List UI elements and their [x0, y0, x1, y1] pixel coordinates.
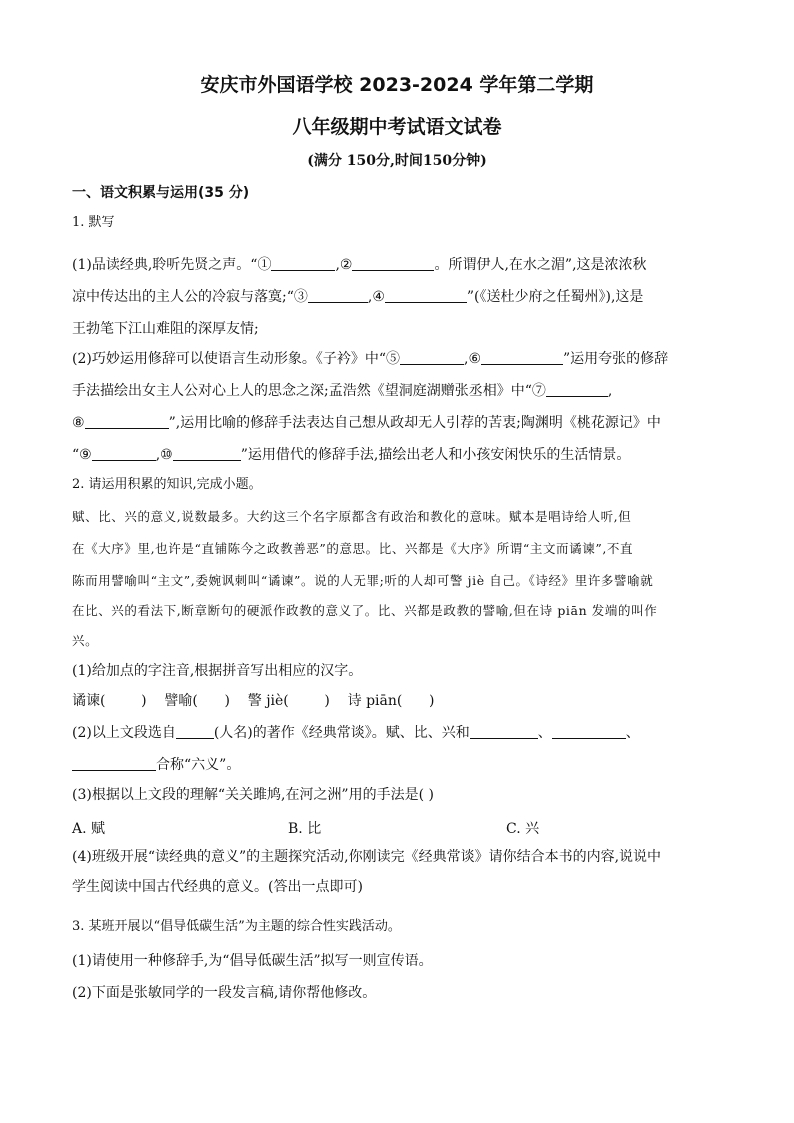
- q2-sub4-line1: (4)班级开展“读经典的意义”的主题探究活动,你刚读完《经典常谈》请你结合本书的内容,说说中: [72, 849, 662, 865]
- answer-blank-4[interactable]: [385, 288, 467, 303]
- answer-blank-1[interactable]: [271, 256, 335, 271]
- answer-blank-liuyi-3[interactable]: [72, 756, 156, 771]
- answer-blank-liuyi-1[interactable]: [470, 724, 538, 739]
- exam-title-line1: 安庆市外国语学校 2023-2024 学年第二学期: [200, 74, 594, 96]
- option-b[interactable]: B. 比: [288, 821, 322, 837]
- section1-heading: 一、语文积累与运用(35 分): [72, 185, 250, 201]
- q1-p2-line2: 手法描绘出女主人公对心上人的思念之深;孟浩然《望洞庭湖赠张丞相》中“⑦ ,: [72, 383, 613, 399]
- answer-blank-2[interactable]: [352, 256, 434, 271]
- q2-sub2-line2: 合称“六义”。: [72, 756, 732, 774]
- q2-passage-line2: 在《大序》里,也许是“直铺陈今之政教善恶”的意思。比、兴都是《大序》所谓“主文而谲谏”,不直: [72, 541, 634, 556]
- option-c[interactable]: C. 兴: [506, 821, 540, 837]
- q2-sub3: (3)根据以上文段的理解“关关雎鸠,在河之洲”用的手法是( ): [72, 787, 434, 803]
- answer-blank-8[interactable]: [85, 414, 169, 429]
- q1-p2-line1: (2)巧妙运用修辞可以使语言生动形象。《子衿》中“⑤ ,⑥ ”运用夸张的修辞: [72, 351, 669, 367]
- q2-label: 2. 请运用积累的知识,完成小题。: [72, 477, 262, 492]
- q1-p1-line3: 王勃笔下江山难阻的深厚友情;: [72, 321, 259, 337]
- q2-passage-line3: 陈而用譬喻叫“主文”,委婉讽刺叫“谲谏”。说的人无罪;听的人却可警 jiè 自己。《诗经》里许多譬喻就: [72, 573, 654, 588]
- score-time-note: (满分 150分,时间150分钟): [307, 153, 487, 169]
- q2-sub4-line2: 学生阅读中国古代经典的意义。(答出一点即可): [72, 879, 363, 895]
- q1-p2-line4: “⑨ ,⑩ ”运用借代的修辞手法,描绘出老人和小孩安闲快乐的生活情景。: [72, 447, 631, 463]
- q3-label: 3. 某班开展以“倡导低碳生活”为主题的综合性实践活动。: [72, 919, 401, 934]
- q2-sub1: (1)给加点的字注音,根据拼音写出相应的汉字。: [72, 663, 363, 679]
- q1-p2-line3: ⑧ ”,运用比喻的修辞手法表达自己想从政却无人引荐的苦衷;陶渊明《桃花源记》中: [72, 415, 661, 431]
- answer-blank-liuyi-2[interactable]: [552, 724, 626, 739]
- q3-sub1: (1)请使用一种修辞手,为“倡导低碳生活”拟写一则宣传语。: [72, 953, 433, 969]
- answer-blank-7[interactable]: [546, 382, 608, 397]
- answer-blank-10[interactable]: [173, 446, 241, 461]
- q2-passage-line4: 在比、兴的看法下,断章断句的硬派作政教的意义了。比、兴都是政教的譬喻,但在诗 piān 发端的叫作: [72, 603, 658, 618]
- q2-sub1-items: 谲谏( ) 譬喻( ) 警 jiè( ) 诗 piān( ): [72, 693, 435, 709]
- exam-title-line2: 八年级期中考试语文试卷: [292, 116, 502, 138]
- option-a[interactable]: A. 赋: [72, 821, 106, 837]
- q3-sub2: (2)下面是张敏同学的一段发言稿,请你帮他修改。: [72, 985, 377, 1001]
- q2-passage-line1: 赋、比、兴的意义,说数最多。大约这三个名字原都含有政治和教化的意味。赋本是唱诗给人听,但: [72, 509, 632, 524]
- answer-blank-5[interactable]: [400, 350, 464, 365]
- q1-label: 1. 默写: [72, 215, 115, 230]
- answer-blank-6[interactable]: [481, 350, 563, 365]
- q1-p1-line1: (1)品读经典,聆听先贤之声。“① ,② 。所谓伊人,在水之湄”,这是浓浓秋: [72, 257, 647, 273]
- answer-blank-9[interactable]: [92, 446, 156, 461]
- q2-sub2-line1: (2)以上文段选自 (人名)的著作《经典常谈》。赋、比、兴和 、 、: [72, 725, 640, 741]
- answer-blank-author[interactable]: [176, 724, 214, 739]
- answer-blank-3[interactable]: [308, 288, 368, 303]
- q1-p1-line2: 凉中传达出的主人公的冷寂与落寞;“③ ,④ ”(《送杜少府之任蜀州》),这是: [72, 289, 644, 305]
- q2-passage-line5: 兴。: [72, 633, 99, 648]
